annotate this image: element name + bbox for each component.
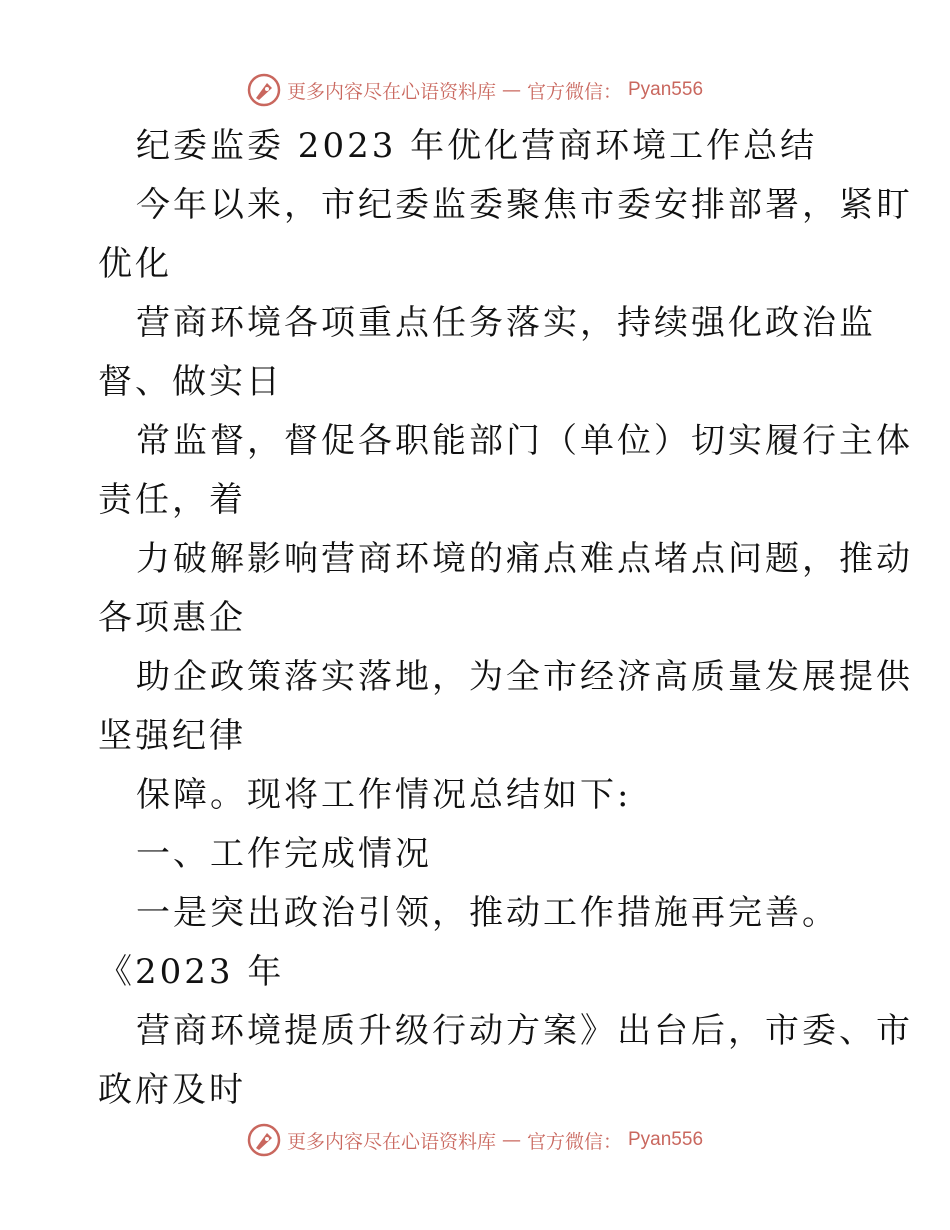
- watermark-separator: —: [501, 1129, 521, 1151]
- watermark-text: 更多内容尽在心语资料库: [286, 1130, 496, 1153]
- paragraph-line: 营商环境各项重点任务落实，持续强化政治监: [136, 303, 876, 343]
- paragraph-line: 各项惠企: [98, 598, 246, 638]
- paragraph-line: 责任，着: [98, 480, 246, 520]
- paragraph-line: 坚强纪律: [98, 716, 246, 756]
- paragraph-line: 营商环境提质升级行动方案》出台后，市委、市: [136, 1011, 913, 1051]
- document-title: 纪委监委 2023 年优化营商环境工作总结: [136, 126, 818, 166]
- paragraph-line: 政府及时: [98, 1070, 246, 1110]
- watermark-wechat-label: 官方微信：: [526, 80, 622, 103]
- watermark-separator: —: [501, 79, 521, 101]
- watermark-wechat-label: 官方微信：: [526, 1130, 622, 1153]
- paragraph-line: 《2023 年: [98, 952, 285, 992]
- paragraph-line: 优化: [98, 244, 172, 284]
- pen-nib-icon: [247, 1123, 281, 1157]
- watermark-footer: [0, 1120, 950, 1160]
- watermark-text: 更多内容尽在心语资料库: [286, 80, 496, 103]
- section-heading: 一、工作完成情况: [136, 834, 432, 874]
- paragraph-line: 保障。现将工作情况总结如下:: [136, 775, 632, 815]
- paragraph-line: 今年以来，市纪委监委聚焦市委安排部署，紧盯: [136, 185, 913, 225]
- paragraph-line: 一是突出政治引领，推动工作措施再完善。: [136, 893, 839, 933]
- paragraph-line: 力破解影响营商环境的痛点难点堵点问题，推动: [136, 539, 913, 579]
- watermark-wechat-id: Pyan556: [628, 79, 704, 100]
- paragraph-line: 督、做实日: [98, 362, 283, 402]
- paragraph-line: 助企政策落实落地，为全市经济高质量发展提供: [136, 657, 913, 697]
- watermark-header: [0, 70, 950, 110]
- pen-nib-icon: [247, 73, 281, 107]
- watermark-wechat-id: Pyan556: [628, 1129, 704, 1150]
- paragraph-line: 常监督，督促各职能部门（单位）切实履行主体: [136, 421, 913, 461]
